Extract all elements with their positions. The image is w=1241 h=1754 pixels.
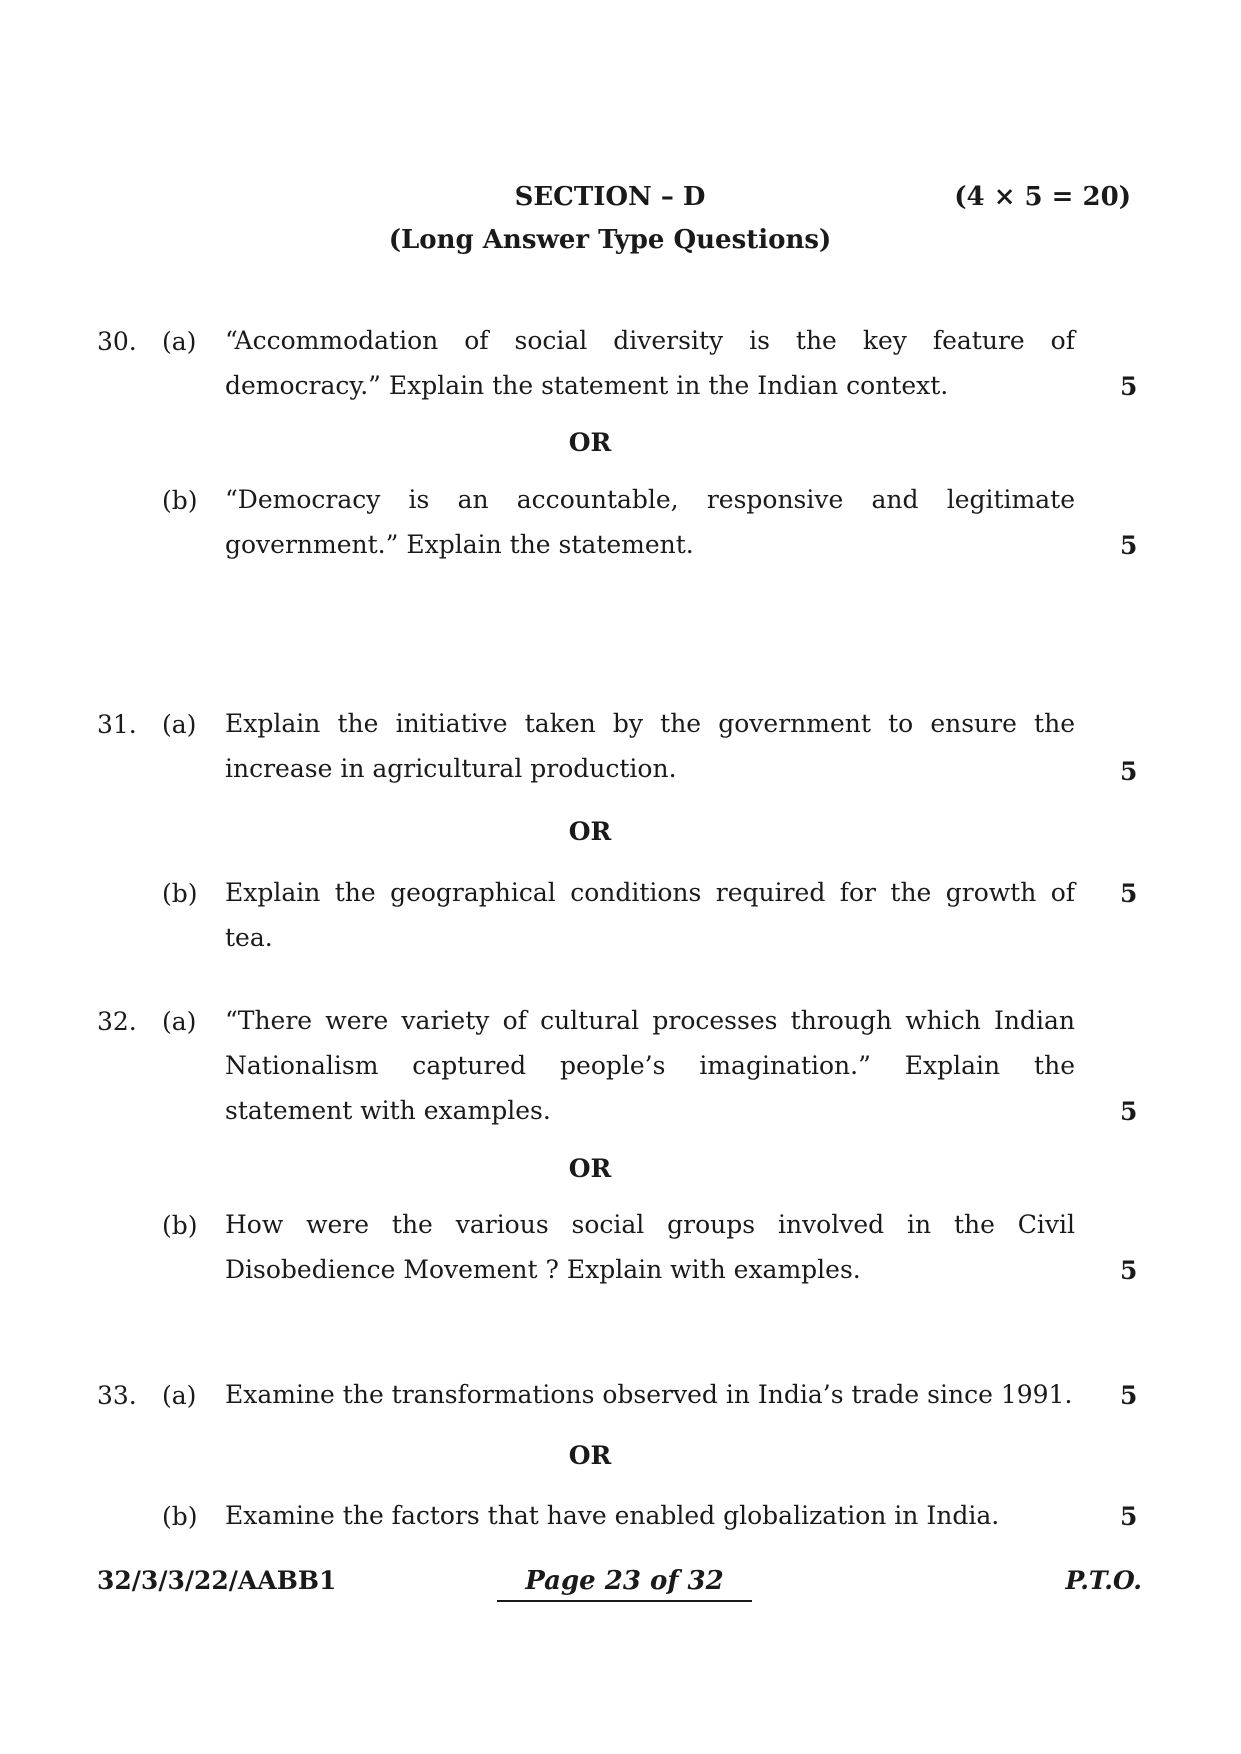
paper-code: 32/3/3/22/AABB1 xyxy=(97,1566,337,1595)
pto-label: P.T.O. xyxy=(1065,1566,1142,1595)
question-text-31a: Explain the initiative taken by the government to ensure the increase in agricultural production. xyxy=(225,709,1075,783)
question-text-30a: “Accommodation of social diversity is the key feature of democracy.” Explain the statement in the Indian context. xyxy=(225,326,1075,400)
marks-32a: 5 xyxy=(1120,1097,1138,1126)
question-number-30: 30. xyxy=(97,327,137,356)
option-label-31a: (a) xyxy=(162,710,197,739)
marks-32b: 5 xyxy=(1120,1256,1138,1285)
question-number-31: 31. xyxy=(97,710,137,739)
section-title: SECTION – D xyxy=(514,182,706,212)
option-label-31b: (b) xyxy=(162,879,198,908)
question-text-31b: Explain the geographical conditions required for the growth of tea. xyxy=(225,878,1075,952)
marks-33b: 5 xyxy=(1120,1502,1138,1531)
option-label-32a: (a) xyxy=(162,1007,197,1036)
option-label-33a: (a) xyxy=(162,1381,197,1410)
marks-31a: 5 xyxy=(1120,757,1138,786)
question-text-33b: Examine the factors that have enabled globalization in India. xyxy=(225,1501,1000,1530)
marks-30a: 5 xyxy=(1120,372,1138,401)
question-text-33a: Examine the transformations observed in India’s trade since 1991. xyxy=(225,1380,1073,1409)
page-number: Page 23 of 32 xyxy=(497,1566,752,1602)
section-subtitle: (Long Answer Type Questions) xyxy=(388,225,832,255)
or-divider-32: OR xyxy=(568,1154,612,1183)
question-number-32: 32. xyxy=(97,1007,137,1036)
option-label-33b: (b) xyxy=(162,1502,198,1531)
section-marks: (4 × 5 = 20) xyxy=(954,182,1131,212)
option-label-30a: (a) xyxy=(162,327,197,356)
option-label-32b: (b) xyxy=(162,1211,198,1240)
option-label-30b: (b) xyxy=(162,486,198,515)
marks-31b: 5 xyxy=(1120,879,1138,908)
or-divider-31: OR xyxy=(568,817,612,846)
question-text-32b: How were the various social groups involved in the Civil Disobedience Movement ? Explain with examples. xyxy=(225,1210,1075,1284)
question-text-32a: “There were variety of cultural processes through which Indian Nationalism captured people’s imagination.” Explain the statement with examples. xyxy=(225,1006,1075,1125)
question-text-30b: “Democracy is an accountable, responsive and legitimate government.” Explain the statement. xyxy=(225,485,1075,559)
question-number-33: 33. xyxy=(97,1381,137,1410)
or-divider-30: OR xyxy=(568,428,612,457)
marks-33a: 5 xyxy=(1120,1381,1138,1410)
or-divider-33: OR xyxy=(568,1441,612,1470)
marks-30b: 5 xyxy=(1120,531,1138,560)
